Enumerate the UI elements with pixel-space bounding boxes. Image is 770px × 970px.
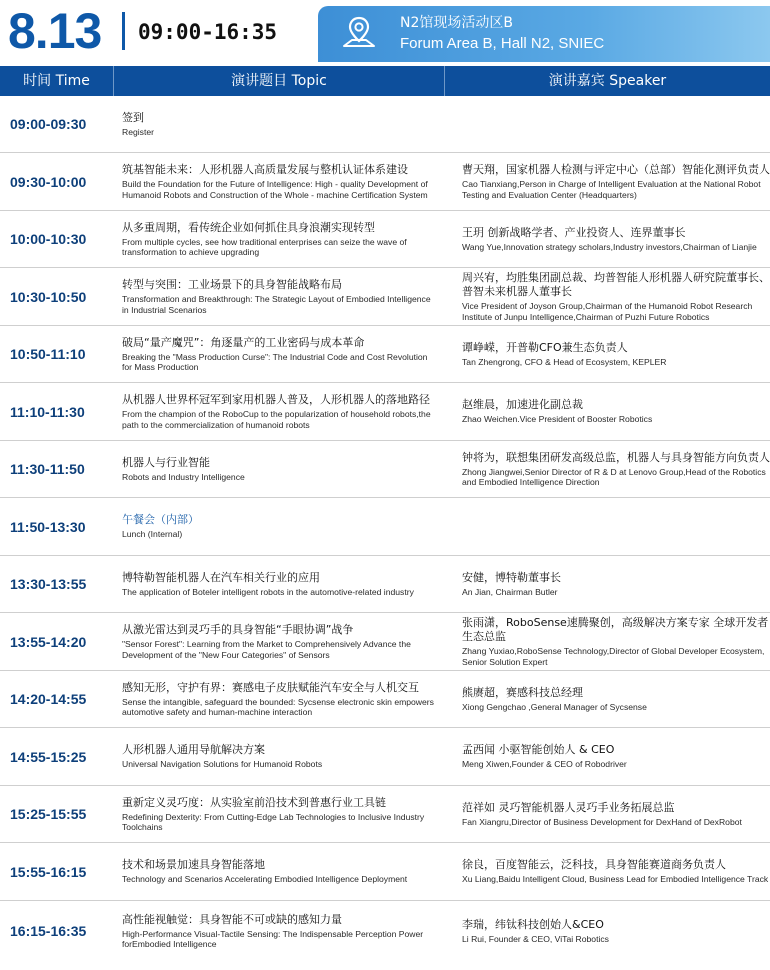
topic-cn: 博特勒智能机器人在汽车相关行业的应用 — [122, 570, 320, 584]
topic-en: From multiple cycles, see how traditional enterprises can seize the wave of transformation to achieve upgrading — [122, 236, 407, 257]
speaker-cn: 王玥 创新战略学者、产业投资人、连界董事长 — [462, 225, 686, 239]
session-time: 11:30-11:50 — [10, 461, 85, 477]
session-topic — [113, 336, 444, 373]
session-speaker — [444, 163, 770, 200]
speaker-en: Fan Xiangru,Director of Business Development for DexHand of DexRobot — [462, 816, 742, 827]
speaker-cn: 周兴宥，均胜集团副总裁、均普智能人形机器人研究院董事长、普智未来机器人董事长 — [462, 271, 770, 298]
session-time: 11:10-11:30 — [10, 403, 85, 420]
topic-cn: 感知无形，守护有界：赛感电子皮肤赋能汽车安全与人机交互 — [122, 680, 419, 694]
speaker-cn: 徐良，百度智能云，泛科技，具身智能赛道商务负责人 — [462, 858, 726, 872]
topic-cn: 高性能视触觉：具身智能不可或缺的感知力量 — [122, 912, 342, 926]
session-topic — [113, 393, 444, 430]
event-date: 8.13 — [8, 3, 102, 59]
topic-cn: 从机器人世界杯冠军到家用机器人普及，人形机器人的落地路径 — [122, 393, 430, 406]
session-speaker — [444, 743, 770, 770]
speaker-en: Meng Xiwen,Founder & CEO of Robodriver — [462, 759, 627, 770]
session-speaker — [444, 858, 770, 885]
table-row — [0, 96, 770, 153]
session-topic — [113, 111, 444, 138]
table-row — [0, 441, 770, 498]
session-speaker — [444, 226, 770, 253]
table-row — [0, 498, 770, 556]
topic-en: High-Performance Visual-Tactile Sensing: The Indispensable Perception Power forEmbodied Intelligence — [122, 928, 424, 949]
topic-en: Sense the intangible, safeguard the bounded: Sycsense electronic skin empowers automotive safety and human-machine interaction — [122, 696, 434, 717]
session-speaker — [444, 616, 770, 667]
speaker-cn: 安健，博特勒董事长 — [462, 570, 561, 584]
session-speaker — [444, 526, 770, 528]
session-time: 14:20-14:55 — [10, 691, 87, 707]
topic-en: Robots and Industry Intelligence — [122, 471, 245, 482]
topic-en: Build the Foundation for the Future of Intelligence: High - quality Development of Humanoid Robots and Construction of the Whole - machine Certification System — [122, 179, 428, 200]
topic-cn: 转型与突围：工业场景下的具身智能战略布局 — [122, 278, 342, 291]
topic-cn: 重新定义灵巧度：从实验室前沿技术到普惠行业工具链 — [122, 795, 386, 809]
session-topic — [113, 623, 444, 660]
session-time: 09:00-09:30 — [10, 116, 87, 132]
location-pin-map-icon — [340, 14, 378, 52]
session-time: 13:55-14:20 — [10, 633, 87, 650]
page-header — [0, 0, 770, 62]
column-header-speaker: 演讲嘉宾 Speaker — [444, 66, 770, 96]
session-topic — [113, 681, 444, 718]
session-time: 15:55-16:15 — [10, 863, 87, 880]
topic-en: Redefining Dexterity: From Cutting-Edge Lab Technologies to Inclusive Industry Toolchains — [122, 811, 425, 832]
session-topic — [113, 221, 444, 258]
speaker-en: Cao Tianxiang,Person in Charge of Intelligent Evaluation at the National Robot Testing and Evaluation Center (Headquarters) — [462, 179, 761, 200]
topic-en: Register — [122, 126, 154, 137]
table-row — [0, 728, 770, 786]
venue-name-cn: N2馆现场活动区B — [400, 15, 513, 31]
session-speaker — [444, 123, 770, 125]
session-topic — [113, 858, 444, 885]
session-time: 16:15-16:35 — [10, 923, 87, 939]
topic-en: Lunch (Internal) — [122, 529, 183, 540]
session-time: 10:00-10:30 — [10, 231, 87, 247]
session-speaker — [444, 341, 770, 368]
speaker-en: Li Rui, Founder & CEO, ViTai Robotics — [462, 933, 609, 944]
speaker-en: Xu Liang,Baidu Intelligent Cloud, Business Lead for Embodied Intelligence Track — [462, 874, 769, 885]
speaker-en: Xiong Gengchao ,General Manager of Sycsense — [462, 701, 647, 712]
table-row — [0, 901, 770, 961]
session-speaker — [444, 398, 770, 425]
session-time: 15:25-15:55 — [10, 806, 87, 822]
session-speaker — [444, 686, 770, 713]
speaker-en: Zhong Jiangwei,Senior Director of R & D at Lenovo Group,Head of the Robotics and Embodied Intelligence Direction — [462, 466, 766, 487]
topic-en: "Sensor Forest": Learning from the Market to Comprehensively Advance the Development of the "New Four Categories" of Sensors — [122, 639, 411, 660]
speaker-en: Vice President of Joyson Group,Chairman of the Humanoid Robot Research Institute of Junpu Intelligence,Chairman of Puzhi Future Robotics — [462, 301, 753, 322]
topic-en: Universal Navigation Solutions for Humanoid Robots — [122, 759, 323, 770]
venue-banner — [318, 6, 770, 62]
speaker-cn: 赵维晨，加速进化副总裁 — [462, 398, 583, 412]
speaker-en: An Jian, Chairman Butler — [462, 586, 558, 597]
column-header-topic: 演讲题目 Topic — [113, 66, 444, 96]
speaker-en: Wang Yue,Innovation strategy scholars,Industry investors,Chairman of Lianjie — [462, 241, 757, 252]
session-time: 10:50-11:10 — [10, 346, 86, 362]
session-time: 13:30-13:55 — [10, 576, 87, 592]
table-row — [0, 383, 770, 441]
session-topic — [113, 796, 444, 833]
table-row — [0, 268, 770, 326]
topic-cn: 从激光雷达到灵巧手的具身智能“手眼协调”战争 — [122, 623, 354, 636]
schedule-table — [0, 96, 770, 961]
topic-cn: 签到 — [122, 110, 144, 124]
topic-en: From the champion of the RoboCup to the popularization of household robots,the path to the commercialization of humanoid robots — [122, 409, 431, 430]
session-topic — [113, 513, 444, 540]
venue-name-en: Forum Area B, Hall N2, SNIEC — [400, 35, 605, 52]
table-row — [0, 326, 770, 383]
table-row — [0, 613, 770, 671]
session-speaker — [444, 801, 770, 828]
session-topic — [113, 571, 444, 598]
table-row — [0, 211, 770, 268]
speaker-cn: 孟西闻 小驱智能创始人 & CEO — [462, 743, 615, 757]
speaker-cn: 李瑞，纬钛科技创始人&CEO — [462, 917, 604, 931]
session-topic — [113, 163, 444, 200]
topic-cn: 筑基智能未来：人形机器人高质量发展与整机认证体系建设 — [122, 163, 408, 176]
column-header-time: 时间 Time — [23, 73, 90, 89]
table-header — [0, 66, 770, 96]
topic-cn: 机器人与行业智能 — [122, 455, 210, 469]
session-time: 14:55-15:25 — [10, 748, 87, 765]
session-time: 10:30-10:50 — [10, 288, 87, 305]
speaker-cn: 熊赓超，赛感科技总经理 — [462, 685, 583, 699]
session-topic — [113, 456, 444, 483]
session-time: 09:30-10:00 — [10, 173, 87, 190]
topic-cn: 人形机器人通用导航解决方案 — [122, 743, 265, 757]
session-speaker — [444, 571, 770, 598]
session-topic — [113, 743, 444, 770]
date-divider — [122, 12, 125, 50]
topic-en: Technology and Scenarios Accelerating Embodied Intelligence Deployment — [122, 874, 408, 885]
session-speaker — [444, 451, 770, 488]
topic-en: Breaking the "Mass Production Curse": The Industrial Code and Cost Revolution for Mass Production — [122, 351, 428, 372]
speaker-cn: 曹天翔，国家机器人检测与评定中心（总部）智能化测评负责人 — [462, 163, 770, 176]
session-topic — [113, 278, 444, 315]
speaker-cn: 张雨潇，RoboSense速腾聚创，高级解决方案专家 全球开发者生态总监 — [462, 616, 769, 643]
table-row — [0, 556, 770, 613]
event-time-range: 09:00-16:35 — [138, 20, 278, 44]
speaker-cn: 范祥如 灵巧智能机器人灵巧手业务拓展总监 — [462, 800, 675, 814]
topic-cn: 午餐会（内部） — [122, 513, 199, 527]
table-row — [0, 671, 770, 728]
topic-en: Transformation and Breakthrough: The Strategic Layout of Embodied Intelligence in Industrial Scenarios — [122, 294, 431, 315]
table-row — [0, 786, 770, 843]
speaker-cn: 钟将为，联想集团研发高级总监，机器人与具身智能方向负责人 — [462, 450, 770, 464]
speaker-en: Zhang Yuxiao,RoboSense Technology,Director of Global Developer Ecosystem, Senior Solution Expert — [462, 646, 765, 667]
session-speaker — [444, 918, 770, 945]
speaker-cn: 谭峥嵘，开普勒CFO兼生态负责人 — [462, 340, 628, 354]
table-row — [0, 153, 770, 211]
session-speaker — [444, 271, 770, 322]
speaker-en: Zhao Weichen.Vice President of Booster Robotics — [462, 414, 653, 425]
topic-cn: 从多重周期，看传统企业如何抓住具身浪潮实现转型 — [122, 220, 375, 234]
session-time: 11:50-13:30 — [10, 518, 86, 535]
table-row — [0, 843, 770, 901]
topic-en: The application of Boteler intelligent robots in the automotive-related industry — [122, 586, 414, 597]
session-topic — [113, 913, 444, 950]
topic-cn: 技术和场景加速具身智能落地 — [122, 858, 265, 872]
speaker-en: Tan Zhengrong, CFO & Head of Ecosystem, KEPLER — [462, 356, 667, 367]
topic-cn: 破局“量产魔咒”：角逐量产的工业密码与成本革命 — [122, 335, 365, 349]
